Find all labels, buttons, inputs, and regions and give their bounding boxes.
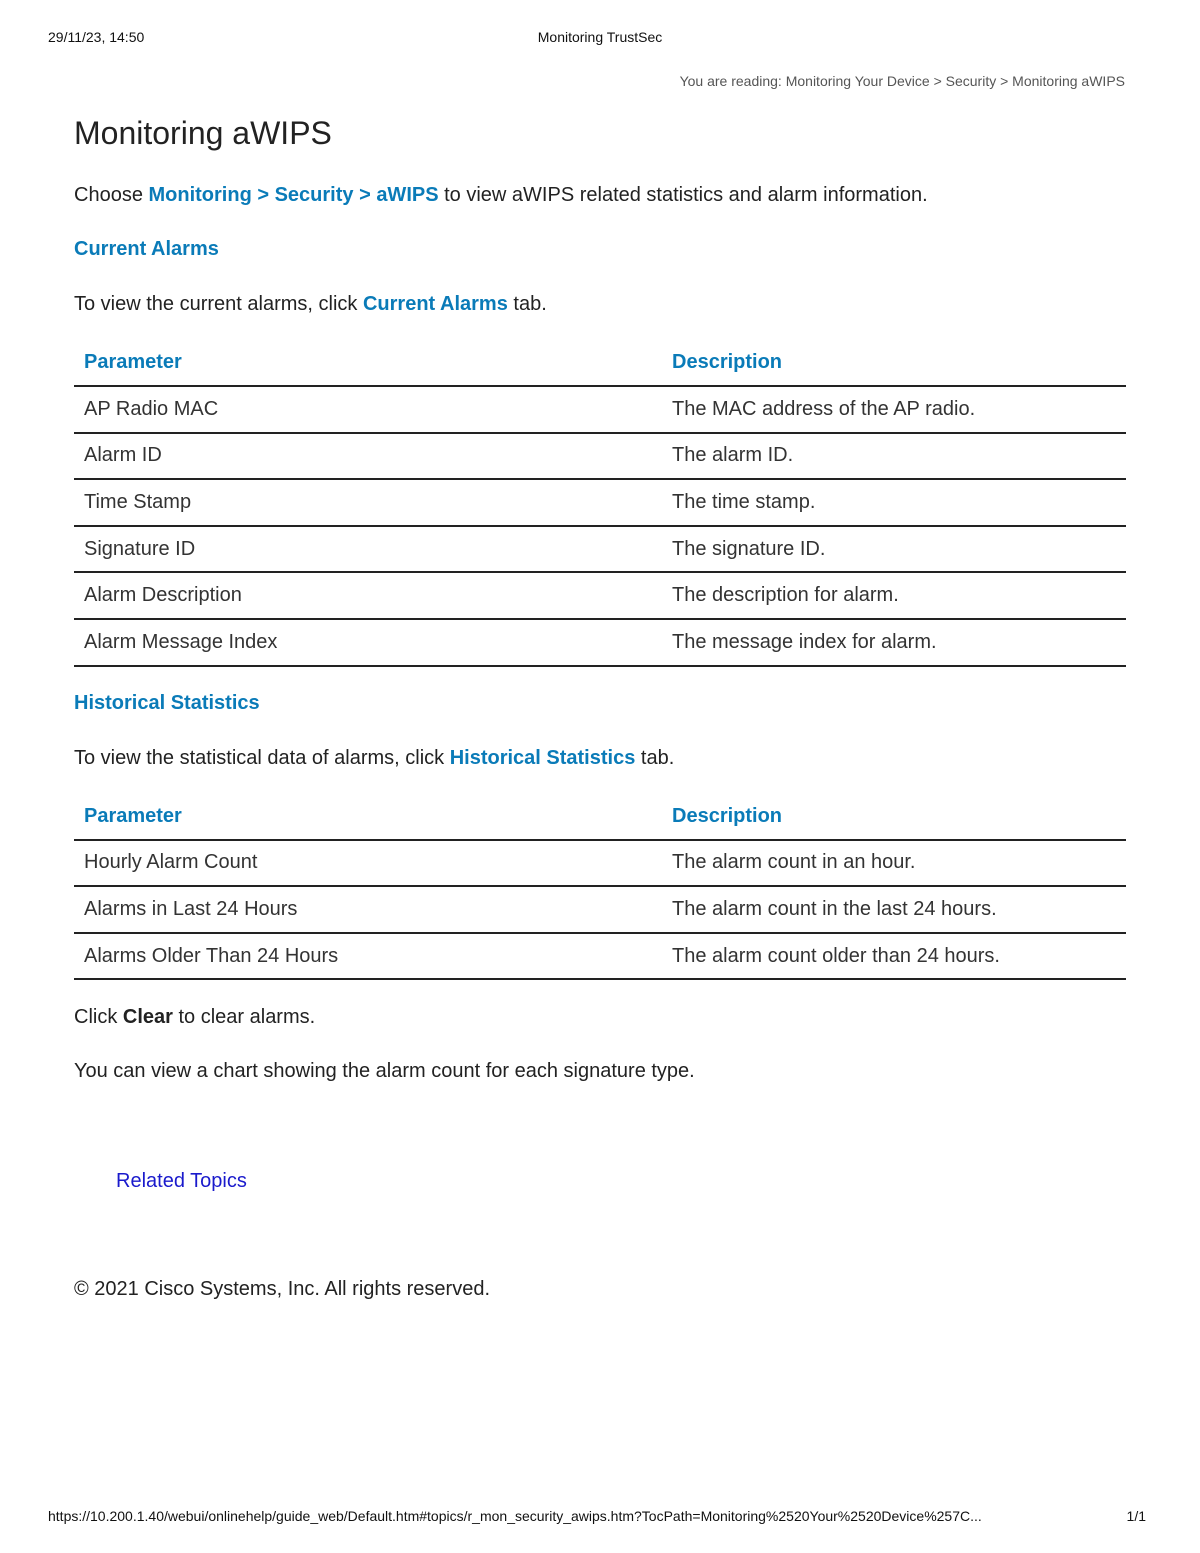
chart-note: You can view a chart showing the alarm count for each signature type.	[74, 1060, 695, 1083]
menu-path: Monitoring > Security > aWIPS	[148, 184, 439, 206]
description-cell: The description for alarm.	[662, 572, 1126, 619]
parameter-cell: Alarms Older Than 24 Hours	[74, 933, 662, 980]
parameter-cell: Alarm ID	[74, 433, 662, 480]
clear-note-prefix: Click	[74, 1006, 123, 1029]
clear-note-suffix: to clear alarms.	[172, 1006, 316, 1029]
current-alarms-heading: Current Alarms	[74, 238, 219, 260]
print-title: Monitoring TrustSec	[537, 29, 663, 45]
description-cell: The time stamp.	[662, 479, 1126, 526]
historical-statistics-heading: Historical Statistics	[74, 691, 260, 714]
intro-suffix: to view aWIPS related statistics and alarm information.	[438, 184, 928, 206]
table-header-row	[74, 794, 1126, 840]
print-footer-page-number: 1/1	[1126, 1508, 1146, 1524]
print-footer-url: https://10.200.1.40/webui/onlinehelp/guide_web/Default.htm#topics/r_mon_security_awips.htm?TocPath=Monitoring%2520Your%2520Device%257C...	[48, 1508, 982, 1524]
description-cell: The alarm count in the last 24 hours.	[662, 886, 1126, 933]
table-header-row	[74, 340, 1126, 386]
table-row	[74, 386, 1126, 433]
intro-paragraph	[74, 182, 1126, 208]
table-row	[74, 933, 1126, 980]
description-cell: The message index for alarm.	[662, 619, 1126, 666]
current-alarms-para-suffix: tab.	[507, 293, 547, 315]
table-row	[74, 840, 1126, 887]
historical-para-suffix: tab.	[635, 746, 675, 769]
current-alarms-paragraph	[74, 291, 1126, 317]
parameter-cell: Time Stamp	[74, 479, 662, 526]
intro-prefix: Choose	[74, 184, 149, 206]
description-cell: The alarm ID.	[662, 433, 1126, 480]
parameter-cell: Alarms in Last 24 Hours	[74, 886, 662, 933]
parameter-cell: AP Radio MAC	[74, 386, 662, 433]
table-row	[74, 572, 1126, 619]
clear-note	[74, 1004, 1126, 1030]
column-header-parameter: Parameter	[74, 340, 662, 386]
breadcrumb: You are reading: Monitoring Your Device > Security > Monitoring aWIPS	[679, 73, 1125, 89]
table-row	[74, 886, 1126, 933]
current-alarms-table	[74, 340, 1126, 667]
table-row	[74, 479, 1126, 526]
parameter-cell: Alarm Description	[74, 572, 662, 619]
table-row	[74, 526, 1126, 573]
description-cell: The signature ID.	[662, 526, 1126, 573]
clear-button-label: Clear	[122, 1006, 173, 1029]
copyright: © 2021 Cisco Systems, Inc. All rights reserved.	[74, 1278, 491, 1300]
historical-para-prefix: To view the statistical data of alarms, click	[74, 746, 450, 769]
historical-statistics-tab-link: Historical Statistics	[449, 746, 636, 769]
main-content	[74, 112, 1126, 1084]
parameter-cell: Alarm Message Index	[74, 619, 662, 666]
current-alarms-para-prefix: To view the current alarms, click	[74, 293, 363, 315]
table-row	[74, 433, 1126, 480]
column-header-parameter: Parameter	[74, 794, 662, 840]
description-cell: The alarm count in an hour.	[662, 840, 1126, 887]
parameter-cell: Signature ID	[74, 526, 662, 573]
print-datetime: 29/11/23, 14:50	[48, 29, 145, 45]
description-cell: The MAC address of the AP radio.	[662, 386, 1126, 433]
table-row	[74, 619, 1126, 666]
description-cell: The alarm count older than 24 hours.	[662, 933, 1126, 980]
page-title: Monitoring aWIPS	[74, 115, 332, 151]
column-header-description: Description	[662, 340, 1126, 386]
related-topics-link[interactable]: Related Topics	[116, 1170, 247, 1192]
parameter-cell: Hourly Alarm Count	[74, 840, 662, 887]
historical-statistics-paragraph	[74, 745, 1126, 771]
column-header-description: Description	[662, 794, 1126, 840]
current-alarms-tab-link: Current Alarms	[362, 293, 508, 315]
historical-statistics-table	[74, 794, 1126, 981]
